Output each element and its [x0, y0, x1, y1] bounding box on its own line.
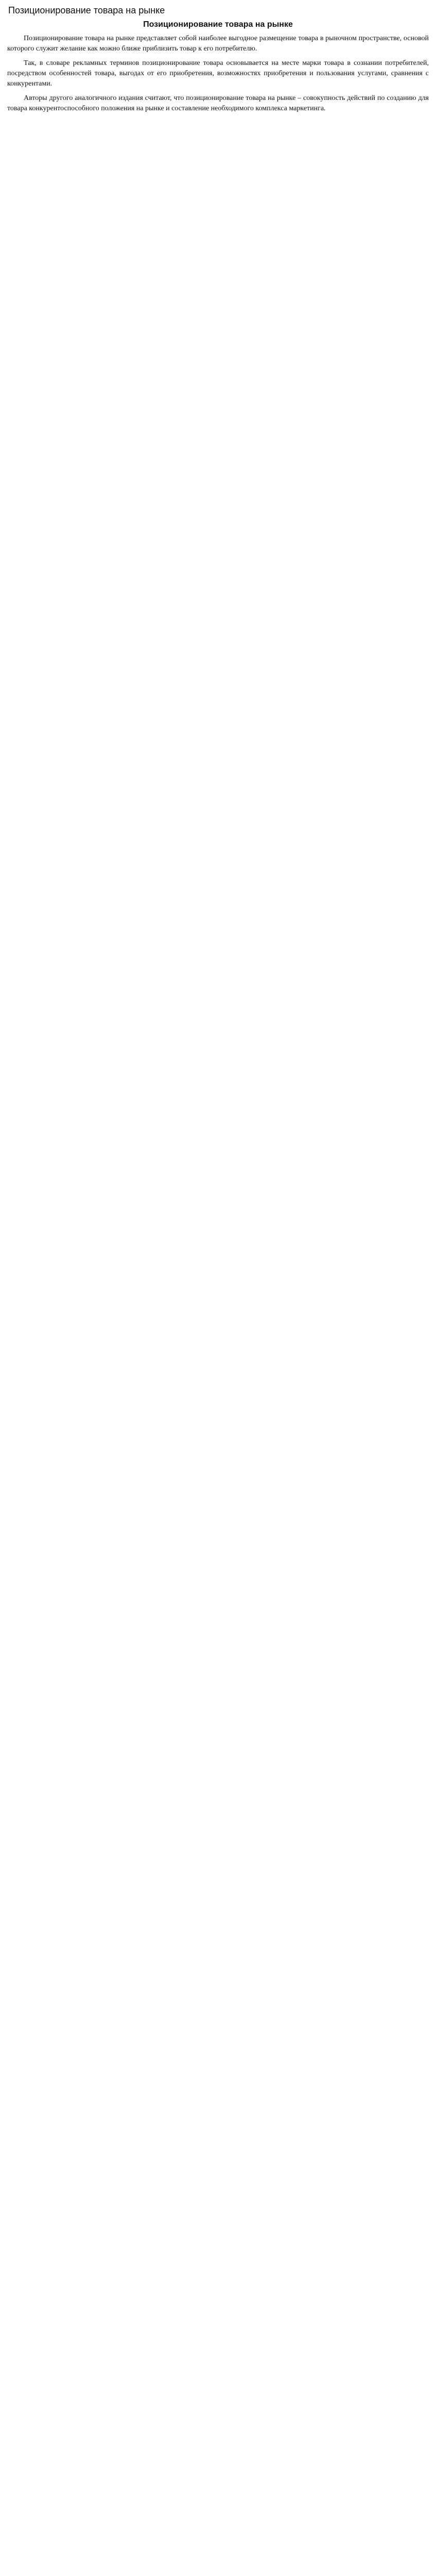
site-title: Позиционирование товара на рынке [8, 5, 165, 15]
paragraph-dictionary-definition: Так, в словаре рекламных терминов позиционирование товара основывается на месте марки товара в сознании потребителей, посредством особенностей товара, выгодах от его приобретения, возможностях приобретения и пользования услугами, сравнения с конкурентами. [7, 59, 429, 88]
document-heading: Позиционирование товара на рынке [143, 20, 293, 29]
page [0, 0, 436, 130]
paragraph-intro: Позиционирование товара на рынке представляет собой наиболее выгодное размещение товара в рыночном пространстве, основой которого служит желание как можно ближе приблизить товар к его потребителю. [7, 35, 429, 53]
paragraph-authors-opinion: Авторы другого аналогичного издания считают, что позиционирование товара на рынке – совокупность действий по созданию для товара конкурентоспособного положения на рынке и составление необходимого комплекса маркетинга. [7, 94, 429, 112]
